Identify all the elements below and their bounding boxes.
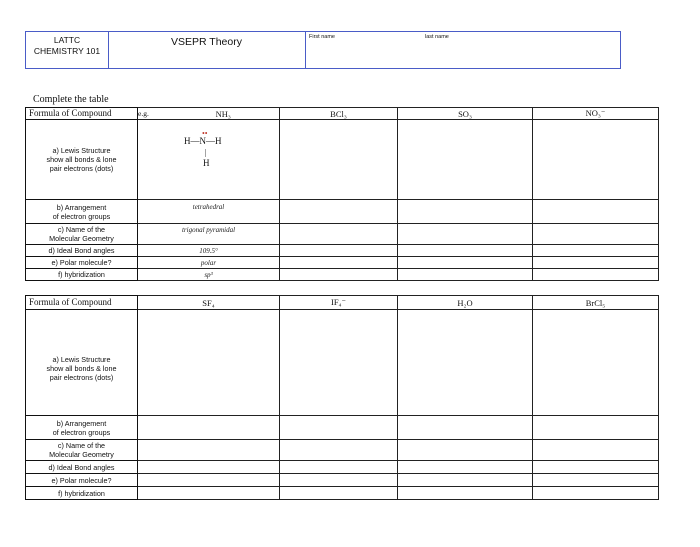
answer-cell[interactable] [280, 269, 398, 281]
answer-cell[interactable] [398, 416, 533, 440]
polar-label: e) Polar molecule? [26, 474, 138, 487]
course-name: LATTC [53, 35, 81, 45]
lewis-label: a) Lewis Structure show all bonds & lone pair electrons (dots) [26, 310, 138, 416]
compound-header: IF₄⁻ [280, 296, 398, 310]
table-row [26, 296, 659, 310]
compound-header: BCl₃ [280, 108, 398, 120]
answer-cell[interactable] [533, 224, 659, 245]
answer-cell[interactable] [138, 474, 280, 487]
table-row [26, 257, 659, 269]
table-row [26, 440, 659, 461]
answer-cell[interactable] [398, 257, 533, 269]
example-polar: polar [138, 257, 280, 269]
instruction-text: Complete the table [33, 94, 109, 105]
answer-cell[interactable] [533, 200, 659, 224]
answer-cell[interactable] [398, 224, 533, 245]
answer-cell[interactable] [533, 269, 659, 281]
table-row [26, 269, 659, 281]
answer-cell[interactable] [533, 310, 659, 416]
answer-cell[interactable] [138, 310, 280, 416]
vsepr-table-1 [25, 107, 659, 281]
answer-cell[interactable] [398, 461, 533, 474]
table-row [26, 245, 659, 257]
arrangement-label: b) Arrangement of electron groups [26, 416, 138, 440]
table-row [26, 120, 659, 200]
compound-header: H₂O [398, 296, 533, 310]
answer-cell[interactable] [138, 440, 280, 461]
answer-cell[interactable] [280, 474, 398, 487]
lewis-bottom-h: H [203, 158, 210, 168]
formula-label: Formula of Compound [26, 296, 138, 310]
arrangement-label: b) Arrangement of electron groups [26, 200, 138, 224]
compound-header: SO₃ [398, 108, 533, 120]
answer-cell[interactable] [533, 120, 659, 200]
answer-cell[interactable] [280, 416, 398, 440]
compound-header: BrCl₅ [533, 296, 659, 310]
compound-header: NH₃ [168, 108, 280, 120]
table-row [26, 200, 659, 224]
table-row [26, 487, 659, 500]
lewis-label: a) Lewis Structure show all bonds & lone pair electrons (dots) [26, 120, 138, 200]
worksheet-title: VSEPR Theory [170, 36, 242, 48]
nh3-lewis-structure [138, 120, 279, 178]
answer-cell[interactable] [280, 200, 398, 224]
table-row [26, 108, 659, 120]
hybridization-label: f) hybridization [26, 269, 138, 281]
answer-cell[interactable] [398, 269, 533, 281]
answer-cell[interactable] [280, 120, 398, 200]
answer-cell[interactable] [533, 416, 659, 440]
polar-label: e) Polar molecule? [26, 257, 138, 269]
hybridization-label: f) hybridization [26, 487, 138, 500]
geometry-label: c) Name of the Molecular Geometry [26, 440, 138, 461]
example-ideal-angles: 109.5° [138, 245, 280, 257]
answer-cell[interactable] [398, 120, 533, 200]
answer-cell[interactable] [398, 440, 533, 461]
answer-cell[interactable] [280, 461, 398, 474]
answer-cell[interactable] [533, 461, 659, 474]
answer-cell[interactable] [398, 245, 533, 257]
course-cell [26, 32, 109, 68]
answer-cell[interactable] [138, 487, 280, 500]
answer-cell[interactable] [138, 416, 280, 440]
compound-header: NO₃⁻ [533, 108, 659, 120]
lewis-vertical-bond: | [205, 148, 207, 157]
answer-cell[interactable] [533, 487, 659, 500]
formula-label: Formula of Compound [26, 108, 138, 120]
geometry-label: c) Name of the Molecular Geometry [26, 224, 138, 245]
example-hybridization: sp³ [138, 269, 280, 281]
answer-cell[interactable] [533, 474, 659, 487]
lone-pair-dots: •• [202, 129, 208, 138]
example-geometry: trigonal pyramidal [138, 224, 280, 245]
answer-cell[interactable] [533, 245, 659, 257]
answer-cell[interactable] [280, 224, 398, 245]
table-row [26, 310, 659, 416]
answer-cell[interactable] [398, 474, 533, 487]
answer-cell[interactable] [280, 257, 398, 269]
vsepr-table-2 [25, 295, 659, 500]
answer-cell[interactable] [533, 257, 659, 269]
eg-label: e.g. [138, 108, 168, 120]
answer-cell[interactable] [280, 440, 398, 461]
compound-header: SF₄ [138, 296, 280, 310]
lewis-top-line: H—N—H [184, 136, 222, 146]
ideal-angles-label: d) Ideal Bond angles [26, 245, 138, 257]
table-row [26, 461, 659, 474]
table-row [26, 416, 659, 440]
answer-cell[interactable] [533, 440, 659, 461]
title-cell [108, 32, 306, 68]
answer-cell[interactable] [280, 310, 398, 416]
example-lewis-cell [138, 120, 280, 200]
table-row [26, 474, 659, 487]
last-name-label: last name [425, 34, 449, 40]
example-arrangement: tetrahedral [138, 200, 280, 224]
answer-cell[interactable] [280, 245, 398, 257]
ideal-angles-label: d) Ideal Bond angles [26, 461, 138, 474]
answer-cell[interactable] [280, 487, 398, 500]
course-number: CHEMISTRY 101 [33, 46, 101, 56]
name-cell[interactable] [305, 32, 620, 68]
worksheet-header [25, 31, 621, 69]
answer-cell[interactable] [398, 310, 533, 416]
answer-cell[interactable] [398, 487, 533, 500]
answer-cell[interactable] [398, 200, 533, 224]
table-row [26, 224, 659, 245]
first-name-label: First name [309, 34, 335, 40]
answer-cell[interactable] [138, 461, 280, 474]
